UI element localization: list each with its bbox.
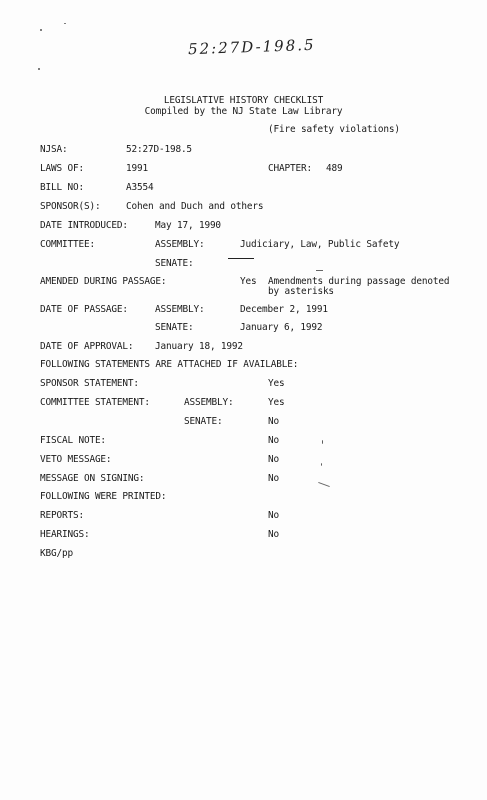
introduced-value: May 17, 1990 [155,220,221,231]
approval-label: DATE OF APPROVAL: [40,341,134,352]
checklist-title: LEGISLATIVE HISTORY CHECKLIST [163,95,324,106]
laws-label: LAWS OF: [40,163,84,174]
stray-mark [316,270,323,271]
laws-value: 1991 [126,163,148,174]
fiscal-note-label: FISCAL NOTE: [40,435,106,446]
approval-value: January 18, 1992 [155,341,243,352]
reports-label: REPORTS: [40,510,84,521]
committee-senate-label: SENATE: [155,258,194,269]
amended-note-line1: Amendments during passage denoted [268,276,450,287]
committee-label: COMMITTEE: [40,239,95,250]
committee-assembly-value: Judiciary, Law, Public Safety [240,239,400,250]
veto-message-value: No [268,454,279,465]
committee-assembly-label: ASSEMBLY: [155,239,205,250]
committee-senate-blank [228,258,254,259]
scan-speck [64,23,66,24]
amended-label: AMENDED DURING PASSAGE: [40,276,167,287]
signing-message-value: No [268,473,279,484]
committee-statement-senate-value: No [268,416,279,427]
reports-value: No [268,510,279,521]
initials: KBG/pp [40,548,73,559]
scan-speck [40,29,42,31]
njsa-value: 52:27D-198.5 [126,144,192,155]
fiscal-note-value: No [268,435,279,446]
signing-message-label: MESSAGE ON SIGNING: [40,473,145,484]
passage-label: DATE OF PASSAGE: [40,304,128,315]
sponsor-label: SPONSOR(S): [40,201,101,212]
introduced-label: DATE INTRODUCED: [40,220,128,231]
statements-heading: FOLLOWING STATEMENTS ARE ATTACHED IF AVAILABLE: [40,359,299,370]
amended-note-line2: by asterisks [268,286,334,297]
scan-speck [38,68,40,70]
committee-statement-label: COMMITTEE STATEMENT: [40,397,150,408]
committee-statement-assembly-label: ASSEMBLY: [184,397,234,408]
hearings-value: No [268,529,279,540]
veto-message-label: VETO MESSAGE: [40,454,112,465]
committee-statement-assembly-value: Yes [268,397,285,408]
bill-label: BILL NO: [40,182,84,193]
passage-senate-label: SENATE: [155,322,194,333]
hearings-label: HEARINGS: [40,529,90,540]
njsa-label: NJSA: [40,144,68,155]
committee-statement-senate-label: SENATE: [184,416,223,427]
passage-senate-value: January 6, 1992 [240,322,323,333]
checklist-topic: (Fire safety violations) [268,124,400,135]
handwritten-statute-number: 52:27D-198.5 [187,35,316,59]
stray-mark [318,482,330,487]
passage-assembly-value: December 2, 1991 [240,304,328,315]
checklist-subtitle: Compiled by the NJ State Law Library [144,106,343,117]
chapter-value: 489 [326,163,343,174]
sponsor-statement-label: SPONSOR STATEMENT: [40,378,139,389]
printed-heading: FOLLOWING WERE PRINTED: [40,491,167,502]
scan-speck [321,463,322,466]
bill-value: A3554 [126,182,154,193]
amended-yes: Yes [240,276,257,287]
passage-assembly-label: ASSEMBLY: [155,304,205,315]
scan-speck [322,440,323,444]
sponsor-value: Cohen and Duch and others [126,201,264,212]
sponsor-statement-value: Yes [268,378,285,389]
chapter-label: CHAPTER: [268,163,312,174]
